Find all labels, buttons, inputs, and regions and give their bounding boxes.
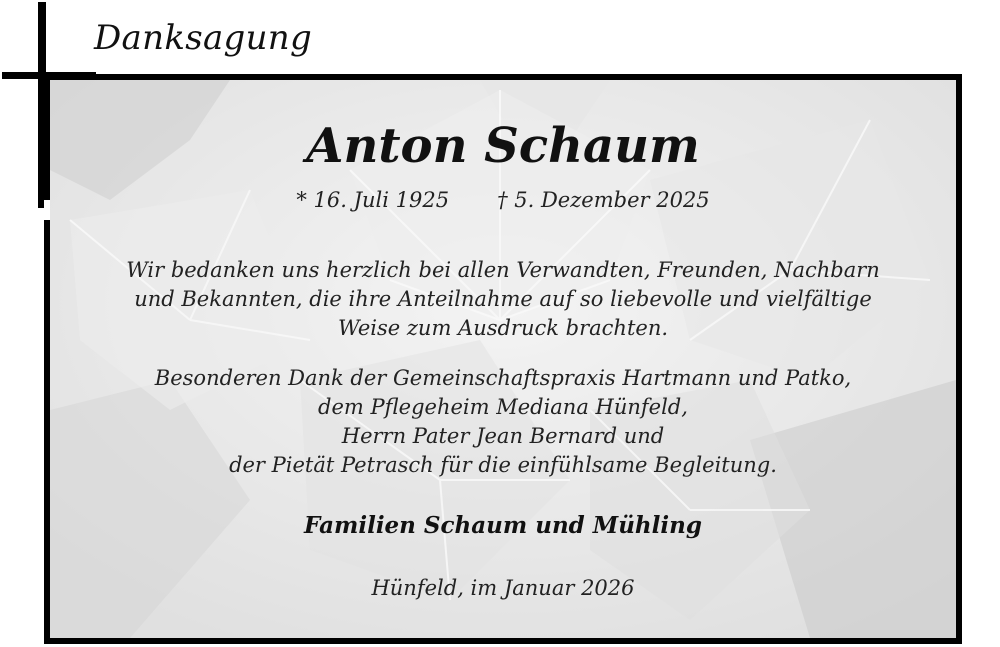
thanks-line: Wir bedanken uns herzlich bei allen Verwandten, Freunden, Nachbarn [126,258,880,282]
special-thanks-line: dem Pflegeheim Mediana Hünfeld, [318,395,688,419]
death-date: † 5. Dezember 2025 [497,188,710,212]
thanks-line: Weise zum Ausdruck brachten. [337,316,669,340]
place-date: Hünfeld, im Januar 2026 [371,576,635,600]
special-thanks-line: Herrn Pater Jean Bernard und [341,424,665,448]
frame-gap [44,200,50,220]
notice-frame [44,74,962,644]
special-thanks-line: der Pietät Petrasch für die einfühlsame Begleitung. [229,453,777,477]
notice-content [50,80,956,638]
birth-date: * 16. Juli 1925 [296,188,450,212]
special-thanks-paragraph [50,364,956,480]
family-signature: Familien Schaum und Mühling [304,512,702,539]
life-dates [50,188,956,212]
page-title: Danksagung [94,18,313,58]
special-thanks-line: Besonderen Dank der Gemeinschaftspraxis Hartmann und Patko, [154,366,852,390]
thanks-line: und Bekannten, die ihre Anteilnahme auf so liebevolle und vielfältige [134,287,872,311]
thanks-paragraph [50,256,956,343]
deceased-name: Anton Schaum [306,118,700,174]
